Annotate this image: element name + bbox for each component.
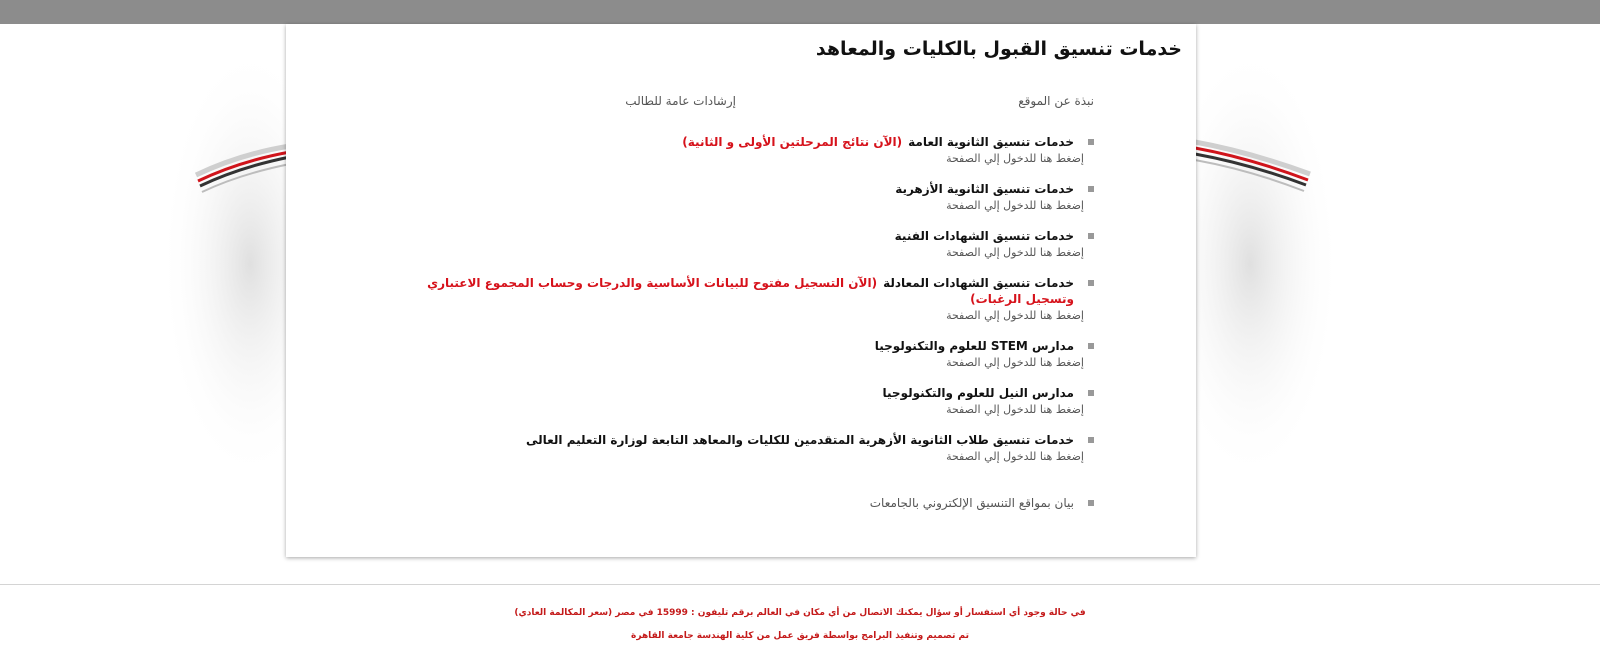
page-title: خدمات تنسيق القبول بالكليات والمعاهد bbox=[815, 38, 1182, 60]
footer-credits-text: تم تصميم وتنفيذ البرامج بواسطة فريق عمل من كلية الهندسة جامعة القاهرة bbox=[631, 631, 969, 641]
square-bullet-icon bbox=[1088, 390, 1094, 396]
service-title: خدمات تنسيق طلاب الثانوية الأزهرية المتقدمين للكليات والمعاهد التابعة لوزارة التعليم العالى bbox=[525, 433, 1074, 447]
square-bullet-icon bbox=[1088, 139, 1094, 145]
service-heading bbox=[414, 228, 1074, 244]
square-bullet-icon bbox=[1088, 437, 1094, 443]
footer-contact-text: في حالة وجود أي استفسار أو سؤال يمكنك الاتصال من أي مكان في العالم برقم تليفون : 15999 في مصر (سعر المكالمة العادي) bbox=[514, 608, 1086, 618]
service-heading bbox=[414, 338, 1074, 354]
enter-page-link[interactable]: إضغط هنا للدخول إلي الصفحة bbox=[946, 403, 1084, 416]
square-bullet-icon bbox=[1088, 186, 1094, 192]
square-bullet-icon bbox=[1088, 280, 1094, 286]
service-title: مدارس STEM للعلوم والتكنولوجيا bbox=[874, 339, 1074, 353]
service-item-equivalent-certificates bbox=[414, 275, 1094, 324]
square-bullet-icon bbox=[1088, 233, 1094, 239]
footer-divider bbox=[0, 584, 1600, 585]
university-coordination-sites-item[interactable] bbox=[414, 495, 1094, 511]
university-coordination-sites-link[interactable]: بيان بمواقع التنسيق الإلكتروني بالجامعات bbox=[869, 496, 1074, 510]
about-site-link[interactable]: نبذة عن الموقع bbox=[1018, 94, 1094, 108]
service-item-azhar-higher-education bbox=[414, 432, 1094, 465]
service-status-note: (الآن نتائج المرحلتين الأولى و الثانية) bbox=[682, 135, 903, 149]
square-bullet-icon bbox=[1088, 343, 1094, 349]
service-heading bbox=[414, 385, 1074, 401]
enter-page-link[interactable]: إضغط هنا للدخول إلي الصفحة bbox=[946, 356, 1084, 369]
service-title: خدمات تنسيق الثانوية العامة bbox=[908, 135, 1074, 149]
service-item-technical-diplomas bbox=[414, 228, 1094, 261]
enter-page-link[interactable]: إضغط هنا للدخول إلي الصفحة bbox=[946, 152, 1084, 165]
service-title: مدارس النيل للعلوم والتكنولوجيا bbox=[882, 386, 1074, 400]
service-heading bbox=[414, 181, 1074, 197]
enter-page-link[interactable]: إضغط هنا للدخول إلي الصفحة bbox=[946, 450, 1084, 463]
service-heading bbox=[414, 495, 1074, 511]
main-content-card bbox=[286, 24, 1196, 557]
service-status-note: (الآن التسجيل مفتوح للبيانات الأساسية والدرجات وحساب المجموع الاعتباري وتسجيل الرغبات) bbox=[427, 276, 1074, 306]
service-heading bbox=[414, 432, 1074, 448]
enter-page-link[interactable]: إضغط هنا للدخول إلي الصفحة bbox=[946, 199, 1084, 212]
service-item-general-secondary bbox=[414, 134, 1094, 167]
top-bar bbox=[0, 0, 1600, 24]
service-heading bbox=[414, 275, 1074, 307]
service-title: خدمات تنسيق الشهادات الفنية bbox=[894, 229, 1074, 243]
enter-page-link[interactable]: إضغط هنا للدخول إلي الصفحة bbox=[946, 309, 1084, 322]
square-bullet-icon bbox=[1088, 500, 1094, 506]
student-guidance-link[interactable]: إرشادات عامة للطالب bbox=[625, 94, 736, 108]
services-list bbox=[414, 134, 1094, 525]
service-item-nile-schools bbox=[414, 385, 1094, 418]
service-title: خدمات تنسيق الشهادات المعادلة bbox=[883, 276, 1074, 290]
service-item-stem-schools bbox=[414, 338, 1094, 371]
enter-page-link[interactable]: إضغط هنا للدخول إلي الصفحة bbox=[946, 246, 1084, 259]
service-title: خدمات تنسيق الثانوية الأزهرية bbox=[895, 182, 1074, 196]
service-heading bbox=[414, 134, 1074, 150]
service-item-azhar-secondary bbox=[414, 181, 1094, 214]
